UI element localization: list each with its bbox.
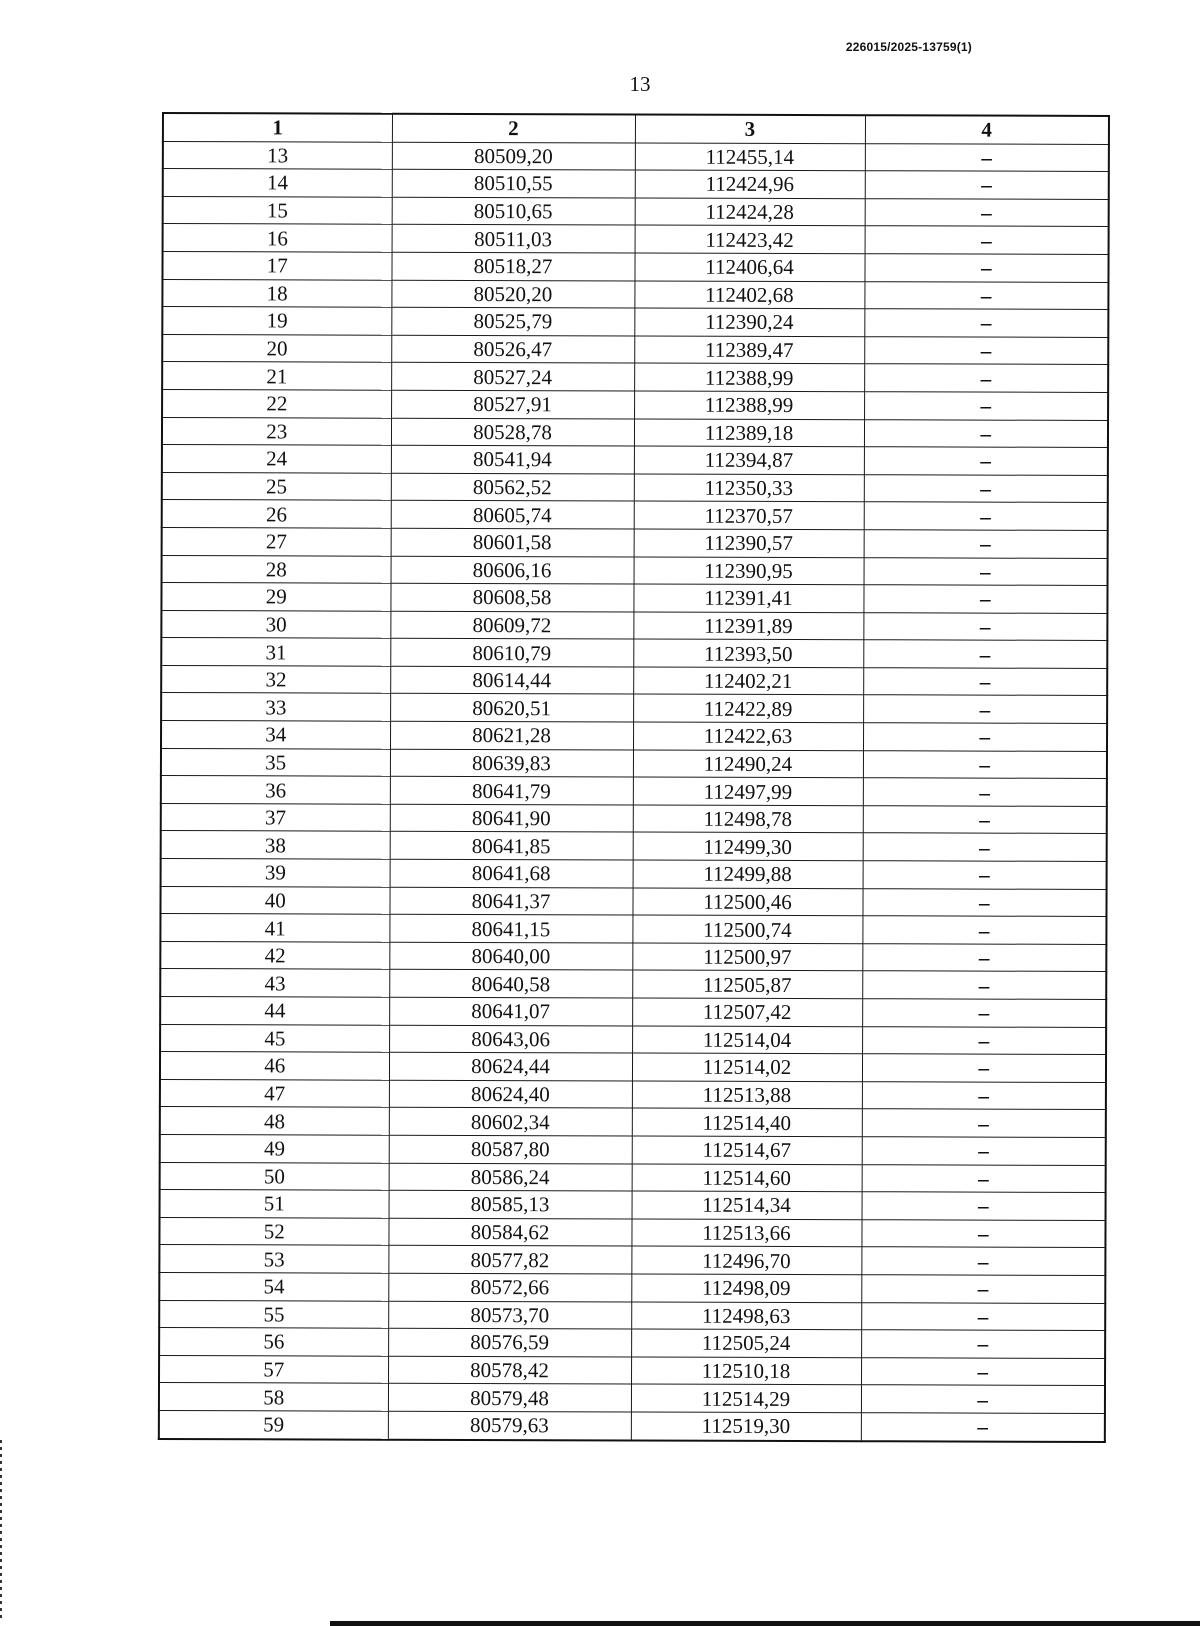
cell-note: – [864, 309, 1108, 337]
cell-coordinate-x: 80606,16 [391, 556, 634, 584]
cell-coordinate-x: 80527,91 [391, 390, 634, 418]
table-body [159, 141, 1109, 1441]
column-header-1: 1 [163, 113, 392, 142]
cell-note: – [862, 1192, 1106, 1220]
cell-note: – [861, 1357, 1105, 1385]
cell-coordinate-x: 80527,24 [391, 363, 634, 391]
cell-coordinate-x: 80641,15 [389, 914, 632, 942]
cell-coordinate-y: 112500,97 [632, 943, 862, 971]
table-row [161, 610, 1107, 641]
cell-coordinate-x: 80641,90 [390, 804, 633, 832]
cell-point-number: 40 [160, 886, 389, 914]
cell-note: – [861, 1413, 1105, 1442]
cell-coordinate-y: 112496,70 [631, 1246, 861, 1274]
cell-note: – [861, 1302, 1105, 1330]
cell-note: – [864, 254, 1108, 282]
cell-coordinate-y: 112514,60 [632, 1164, 862, 1192]
cell-coordinate-x: 80609,72 [390, 611, 633, 639]
cell-point-number: 32 [161, 665, 390, 693]
cell-coordinate-x: 80576,59 [388, 1328, 631, 1356]
table-row [161, 748, 1107, 779]
table-row [162, 251, 1108, 282]
cell-point-number: 20 [162, 334, 391, 362]
cell-note: – [865, 143, 1109, 171]
scan-bottom-edge [330, 1621, 1200, 1626]
table-row [159, 1383, 1105, 1414]
cell-coordinate-y: 112507,42 [632, 998, 862, 1026]
table-row [161, 803, 1107, 834]
cell-point-number: 29 [161, 583, 390, 611]
cell-coordinate-x: 80573,70 [388, 1301, 631, 1329]
cell-coordinate-y: 112519,30 [631, 1412, 861, 1441]
cell-coordinate-y: 112514,67 [632, 1136, 862, 1164]
cell-coordinate-y: 112514,34 [632, 1191, 862, 1219]
cell-coordinate-y: 112390,95 [634, 556, 864, 584]
cell-coordinate-x: 80510,55 [392, 169, 635, 197]
table-row [162, 527, 1108, 558]
cell-point-number: 16 [163, 224, 392, 252]
cell-point-number: 52 [159, 1217, 388, 1245]
cell-coordinate-x: 80614,44 [390, 666, 633, 694]
table-row [160, 1079, 1106, 1110]
column-header-2: 2 [392, 114, 635, 143]
table-row [161, 721, 1107, 752]
cell-point-number: 34 [161, 721, 390, 749]
table-row [160, 969, 1106, 1000]
cell-note: – [861, 1385, 1105, 1413]
cell-coordinate-x: 80624,40 [389, 1080, 632, 1108]
cell-note: – [864, 392, 1108, 420]
table-row [160, 1134, 1106, 1165]
cell-point-number: 36 [161, 776, 390, 804]
cell-point-number: 35 [161, 748, 390, 776]
table-row [159, 1217, 1105, 1248]
cell-coordinate-x: 80541,94 [391, 445, 634, 473]
scan-edge-mark [0, 1440, 2, 1620]
table-row [160, 1190, 1106, 1221]
cell-note: – [861, 1219, 1105, 1247]
cell-coordinate-y: 112513,88 [632, 1081, 862, 1109]
cell-coordinate-y: 112390,24 [634, 308, 864, 336]
cell-coordinate-x: 80621,28 [390, 721, 633, 749]
table-row [163, 196, 1109, 227]
cell-coordinate-y: 112514,29 [631, 1384, 861, 1412]
cell-coordinate-y: 112389,18 [634, 419, 864, 447]
document-id: 226015/2025-13759(1) [845, 40, 972, 54]
cell-coordinate-y: 112388,99 [634, 391, 864, 419]
cell-coordinate-x: 80639,83 [390, 749, 633, 777]
cell-point-number: 30 [161, 610, 390, 638]
cell-coordinate-x: 80605,74 [391, 501, 634, 529]
cell-note: – [863, 806, 1107, 834]
cell-coordinate-x: 80520,20 [391, 280, 634, 308]
cell-note: – [863, 668, 1107, 696]
cell-coordinate-y: 112455,14 [635, 143, 865, 171]
cell-note: – [863, 723, 1107, 751]
coordinates-table-wrapper [158, 112, 1110, 1442]
cell-point-number: 44 [160, 996, 389, 1024]
cell-coordinate-y: 112424,96 [635, 170, 865, 198]
table-row [163, 169, 1109, 200]
table-row [162, 445, 1108, 476]
cell-note: – [864, 557, 1108, 585]
table-row [160, 1052, 1106, 1083]
cell-note: – [862, 971, 1106, 999]
table-row [161, 693, 1107, 724]
cell-coordinate-x: 80579,63 [388, 1411, 631, 1440]
cell-coordinate-x: 80610,79 [390, 639, 633, 667]
cell-note: – [862, 1054, 1106, 1082]
table-row [162, 362, 1108, 393]
cell-point-number: 26 [162, 500, 391, 528]
cell-coordinate-x: 80587,80 [389, 1135, 632, 1163]
cell-coordinate-y: 112513,66 [631, 1219, 861, 1247]
cell-coordinate-y: 112370,57 [634, 501, 864, 529]
cell-coordinate-x: 80586,24 [389, 1163, 632, 1191]
cell-note: – [862, 888, 1106, 916]
table-row [163, 224, 1109, 255]
cell-note: – [864, 336, 1108, 364]
cell-note: – [864, 502, 1108, 530]
cell-point-number: 22 [162, 389, 391, 417]
cell-note: – [865, 171, 1109, 199]
cell-point-number: 13 [163, 141, 392, 169]
column-header-4: 4 [865, 115, 1109, 144]
cell-coordinate-x: 80562,52 [391, 473, 634, 501]
cell-note: – [862, 916, 1106, 944]
cell-note: – [864, 419, 1108, 447]
coordinates-table [158, 112, 1110, 1442]
cell-coordinate-y: 112391,89 [633, 612, 863, 640]
cell-note: – [862, 1164, 1106, 1192]
cell-note: – [865, 226, 1109, 254]
table-row [160, 1107, 1106, 1138]
cell-coordinate-y: 112490,24 [633, 750, 863, 778]
cell-note: – [863, 585, 1107, 613]
cell-point-number: 56 [159, 1328, 388, 1356]
cell-point-number: 23 [162, 417, 391, 445]
cell-coordinate-y: 112391,41 [633, 584, 863, 612]
table-row [161, 831, 1107, 862]
cell-point-number: 39 [161, 859, 390, 887]
cell-coordinate-y: 112422,63 [633, 722, 863, 750]
cell-note: – [861, 1247, 1105, 1275]
cell-coordinate-y: 112499,30 [633, 832, 863, 860]
cell-coordinate-x: 80584,62 [388, 1218, 631, 1246]
cell-coordinate-x: 80578,42 [388, 1356, 631, 1384]
cell-coordinate-x: 80641,85 [390, 832, 633, 860]
cell-coordinate-y: 112505,87 [632, 970, 862, 998]
table-row [159, 1355, 1105, 1386]
table-row [162, 472, 1108, 503]
cell-coordinate-x: 80528,78 [391, 418, 634, 446]
cell-coordinate-y: 112514,40 [632, 1108, 862, 1136]
cell-point-number: 53 [159, 1245, 388, 1273]
cell-coordinate-y: 112388,99 [634, 363, 864, 391]
cell-note: – [863, 778, 1107, 806]
cell-coordinate-y: 112498,09 [631, 1274, 861, 1302]
cell-point-number: 49 [160, 1134, 389, 1162]
cell-point-number: 14 [163, 169, 392, 197]
cell-coordinate-x: 80526,47 [391, 335, 634, 363]
cell-point-number: 43 [160, 969, 389, 997]
cell-coordinate-y: 112350,33 [634, 474, 864, 502]
cell-point-number: 19 [162, 307, 391, 335]
cell-point-number: 47 [160, 1079, 389, 1107]
cell-coordinate-y: 112424,28 [635, 198, 865, 226]
cell-note: – [863, 750, 1107, 778]
table-row [159, 1410, 1105, 1441]
cell-point-number: 24 [162, 445, 391, 473]
cell-point-number: 42 [160, 941, 389, 969]
cell-coordinate-y: 112497,99 [633, 777, 863, 805]
cell-note: – [865, 198, 1109, 226]
cell-point-number: 45 [160, 1024, 389, 1052]
cell-coordinate-y: 112500,74 [632, 915, 862, 943]
table-row [159, 1245, 1105, 1276]
cell-note: – [862, 1109, 1106, 1137]
cell-coordinate-y: 112500,46 [632, 888, 862, 916]
cell-point-number: 17 [162, 251, 391, 279]
table-row [161, 776, 1107, 807]
cell-coordinate-y: 112390,57 [634, 529, 864, 557]
cell-coordinate-x: 80525,79 [391, 307, 634, 335]
cell-point-number: 33 [161, 693, 390, 721]
cell-note: – [861, 1275, 1105, 1303]
cell-coordinate-y: 112499,88 [633, 860, 863, 888]
cell-note: – [864, 281, 1108, 309]
cell-coordinate-x: 80509,20 [392, 142, 635, 170]
cell-coordinate-y: 112514,04 [632, 1026, 862, 1054]
table-row [159, 1328, 1105, 1359]
cell-coordinate-x: 80624,44 [389, 1052, 632, 1080]
table-row [160, 1162, 1106, 1193]
cell-point-number: 57 [159, 1355, 388, 1383]
cell-point-number: 50 [160, 1162, 389, 1190]
cell-point-number: 59 [159, 1410, 388, 1439]
cell-note: – [864, 364, 1108, 392]
cell-note: – [864, 474, 1108, 502]
cell-coordinate-y: 112510,18 [631, 1357, 861, 1385]
cell-point-number: 58 [159, 1383, 388, 1411]
cell-coordinate-y: 112402,68 [634, 281, 864, 309]
cell-point-number: 28 [162, 555, 391, 583]
cell-point-number: 55 [159, 1300, 388, 1328]
page-number: 13 [629, 72, 651, 96]
cell-point-number: 48 [160, 1107, 389, 1135]
cell-point-number: 18 [162, 279, 391, 307]
cell-coordinate-x: 80510,65 [392, 197, 635, 225]
cell-note: – [863, 695, 1107, 723]
cell-note: – [862, 944, 1106, 972]
cell-coordinate-x: 80608,58 [390, 583, 633, 611]
cell-note: – [861, 1330, 1105, 1358]
table-row [161, 665, 1107, 696]
cell-point-number: 25 [162, 472, 391, 500]
table-row [161, 583, 1107, 614]
table-row [159, 1272, 1105, 1303]
cell-note: – [863, 861, 1107, 889]
table-row [162, 417, 1108, 448]
cell-note: – [862, 1137, 1106, 1165]
cell-coordinate-y: 112389,47 [634, 336, 864, 364]
cell-coordinate-x: 80640,00 [389, 942, 632, 970]
cell-note: – [864, 530, 1108, 558]
cell-coordinate-x: 80579,48 [388, 1384, 631, 1412]
table-row [162, 334, 1108, 365]
cell-coordinate-x: 80585,13 [389, 1190, 632, 1218]
table-row [162, 500, 1108, 531]
table-row [161, 859, 1107, 890]
cell-point-number: 27 [162, 527, 391, 555]
cell-coordinate-x: 80602,34 [389, 1108, 632, 1136]
cell-note: – [862, 1026, 1106, 1054]
cell-coordinate-x: 80620,51 [390, 694, 633, 722]
cell-coordinate-x: 80640,58 [389, 970, 632, 998]
cell-point-number: 38 [161, 831, 390, 859]
table-row [160, 1024, 1106, 1055]
cell-coordinate-x: 80643,06 [389, 1025, 632, 1053]
cell-coordinate-x: 80572,66 [388, 1273, 631, 1301]
table-header-row [163, 113, 1109, 144]
cell-coordinate-y: 112505,24 [631, 1329, 861, 1357]
table-row [162, 555, 1108, 586]
cell-point-number: 41 [160, 914, 389, 942]
cell-point-number: 21 [162, 362, 391, 390]
cell-note: – [863, 640, 1107, 668]
cell-note: – [862, 1081, 1106, 1109]
cell-coordinate-y: 112393,50 [633, 639, 863, 667]
table-row [159, 1300, 1105, 1331]
cell-coordinate-y: 112514,02 [632, 1053, 862, 1081]
cell-coordinate-x: 80641,79 [390, 776, 633, 804]
table-row [162, 307, 1108, 338]
table-row [163, 141, 1109, 172]
cell-point-number: 31 [161, 638, 390, 666]
cell-note: – [864, 447, 1108, 475]
table-row [162, 279, 1108, 310]
cell-coordinate-y: 112498,78 [633, 805, 863, 833]
cell-point-number: 54 [159, 1272, 388, 1300]
table-row [161, 638, 1107, 669]
cell-coordinate-x: 80641,07 [389, 997, 632, 1025]
cell-coordinate-x: 80641,37 [389, 887, 632, 915]
cell-coordinate-y: 112406,64 [634, 253, 864, 281]
cell-note: – [862, 999, 1106, 1027]
cell-coordinate-y: 112402,21 [633, 667, 863, 695]
cell-coordinate-y: 112394,87 [634, 446, 864, 474]
cell-note: – [863, 833, 1107, 861]
cell-coordinate-y: 112423,42 [635, 225, 865, 253]
cell-coordinate-x: 80601,58 [391, 528, 634, 556]
cell-point-number: 51 [160, 1190, 389, 1218]
table-row [160, 996, 1106, 1027]
cell-note: – [863, 612, 1107, 640]
column-header-3: 3 [635, 114, 865, 143]
table-row [162, 389, 1108, 420]
table-row [160, 886, 1106, 917]
cell-coordinate-y: 112498,63 [631, 1302, 861, 1330]
cell-point-number: 37 [161, 803, 390, 831]
cell-coordinate-x: 80641,68 [390, 859, 633, 887]
cell-coordinate-x: 80577,82 [388, 1246, 631, 1274]
cell-coordinate-x: 80511,03 [392, 225, 635, 253]
cell-point-number: 46 [160, 1052, 389, 1080]
cell-coordinate-y: 112422,89 [633, 694, 863, 722]
cell-point-number: 15 [163, 196, 392, 224]
table-row [160, 941, 1106, 972]
table-row [160, 914, 1106, 945]
cell-coordinate-x: 80518,27 [391, 252, 634, 280]
